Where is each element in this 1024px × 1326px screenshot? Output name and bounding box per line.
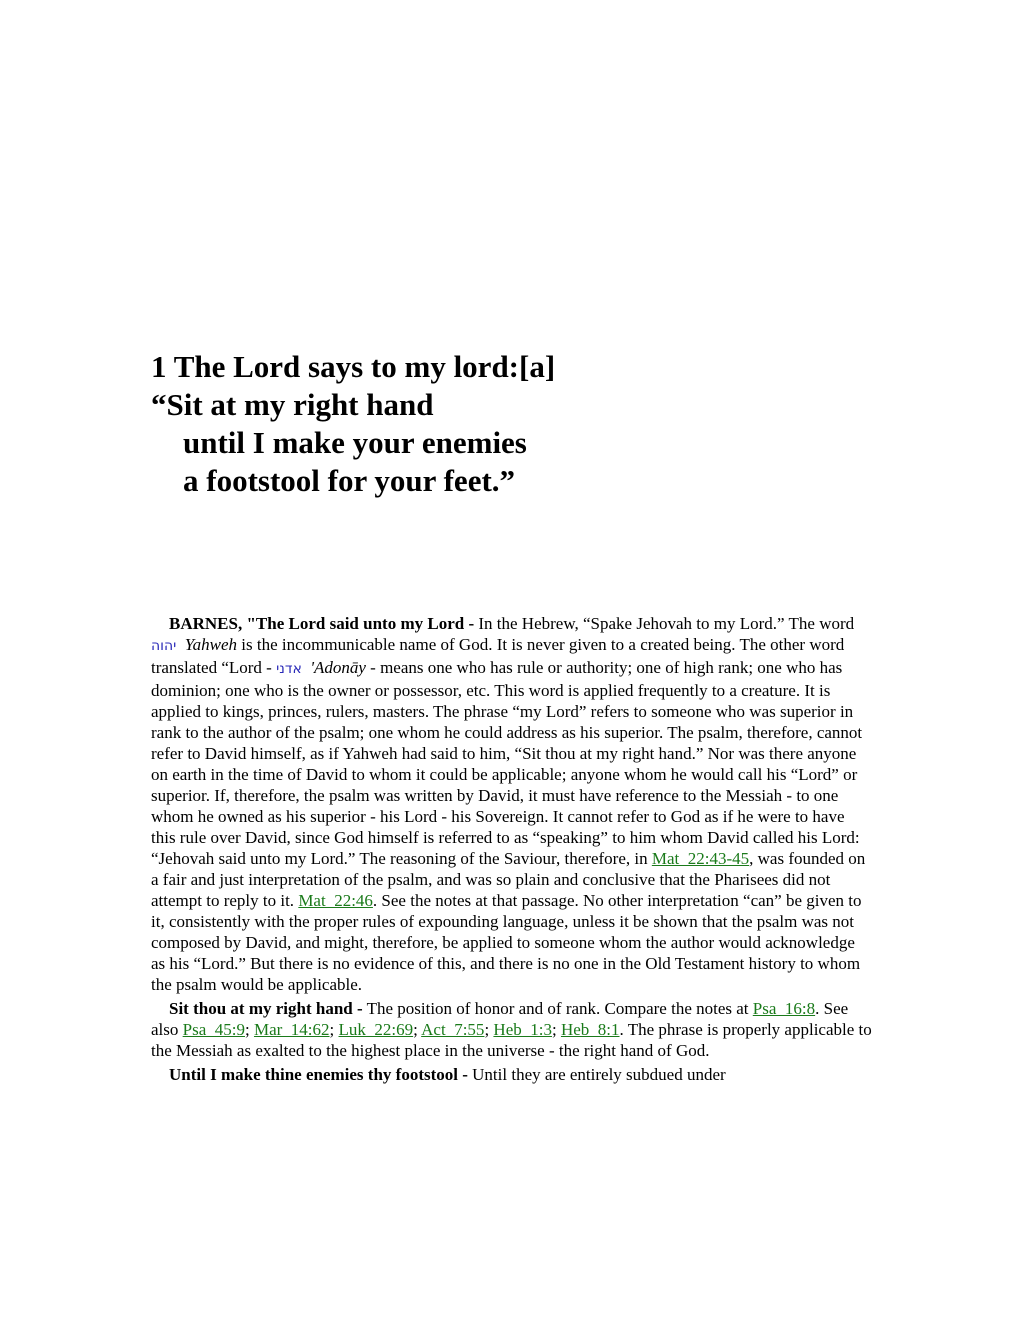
scripture-link[interactable]: Luk_22:69 xyxy=(338,1020,414,1039)
footstool-paragraph xyxy=(151,1064,873,1085)
verse-line-3: until I make your enemies xyxy=(183,425,527,460)
scripture-link[interactable]: Heb_1:3 xyxy=(493,1020,552,1039)
separator: ; xyxy=(551,1020,561,1039)
verse-line-2: “Sit at my right hand xyxy=(151,387,434,422)
paragraph-lead: BARNES, "The Lord said unto my Lord - xyxy=(169,614,475,633)
separator: ; xyxy=(484,1020,494,1039)
scripture-link[interactable]: Psa_45:9 xyxy=(182,1020,245,1039)
separator: ; xyxy=(413,1020,422,1039)
text-run: Until they are entirely subdued under xyxy=(467,1065,726,1084)
transliteration: 'Adonāy xyxy=(310,658,366,677)
right-hand-paragraph xyxy=(151,998,873,1061)
commentary xyxy=(151,613,873,1085)
text-run: , was founded on a fair and just interpretation of the psalm, and was so plain and conclusive that the Pharisees did not attempt to reply to it. xyxy=(151,849,866,910)
verse-block xyxy=(151,348,555,500)
separator: ; xyxy=(329,1020,339,1039)
scripture-link[interactable]: Mar_14:62 xyxy=(253,1020,330,1039)
text-run: . The phrase is properly applicable to the Messiah as exalted to the highest place in the universe - the right hand of God. xyxy=(151,1020,872,1060)
text-run: - means one who has rule or authority; one of high rank; one who has dominion; one who is the owner or possessor, etc. This word is applied frequently to a creature. It is applied to kings, princes, rulers, masters. The phrase “my Lord” refers to someone who was superior in rank to the author of the psalm; one whom he could address as his superior. The psalm, therefore, cannot refer to David himself, as if Yahweh had said to him, “Sit thou at my right hand.” Nor was there anyone on earth in the time of David to whom it could be applicable; anyone whom he would call his “Lord” or superior. If, therefore, the psalm was written by David, it must have reference to the Messiah - to one whom he owned as his superior - his Lord - his Sovereign. It cannot refer to God as if he were to have this rule over David, since God himself is referred to as “speaking” to him whom David called his Lord: “Jehovah said unto my Lord.” The reasoning of the Saviour, therefore, in xyxy=(151,658,863,868)
paragraph-lead: Sit thou at my right hand - xyxy=(169,999,363,1018)
text-run: is the incommunicable name of God. It is never given to a created being. The other word translated “Lord - xyxy=(151,635,845,677)
separator: ; xyxy=(244,1020,254,1039)
hebrew-word: יהוה xyxy=(151,638,177,654)
scripture-link[interactable]: Mat_22:43-45 xyxy=(651,849,750,868)
scripture-link[interactable]: Mat_22:46 xyxy=(298,891,373,910)
text-run: In the Hebrew, “Spake Jehovah to my Lord.” The word xyxy=(474,614,855,633)
text-run: . See the notes at that passage. No other interpretation “can” be given to it, consistently with the proper rules of expounding language, unless it be shown that the psalm was not composed by David, and might, therefore, be applied to someone whom the author would acknowledge as his “Lord.” But there is no evidence of this, and there is no one in the Old Testament history to whom the psalm would be applicable. xyxy=(151,891,862,994)
text-run: The position of honor and of rank. Compare the notes at xyxy=(362,999,753,1018)
text-run: . See also xyxy=(151,999,849,1039)
verse-line-4: a footstool for your feet.” xyxy=(183,463,516,498)
scripture-link[interactable]: Psa_16:8 xyxy=(752,999,816,1018)
verse-line-1: 1 The Lord says to my lord:[a] xyxy=(151,349,556,384)
transliteration: Yahweh xyxy=(184,635,238,654)
hebrew-word: אדני xyxy=(276,661,302,677)
scripture-link[interactable]: Act_7:55 xyxy=(421,1020,485,1039)
paragraph-lead: Until I make thine enemies thy footstool - xyxy=(169,1065,468,1084)
scripture-link[interactable]: Heb_8:1 xyxy=(560,1020,620,1039)
barnes-paragraph xyxy=(151,613,873,995)
